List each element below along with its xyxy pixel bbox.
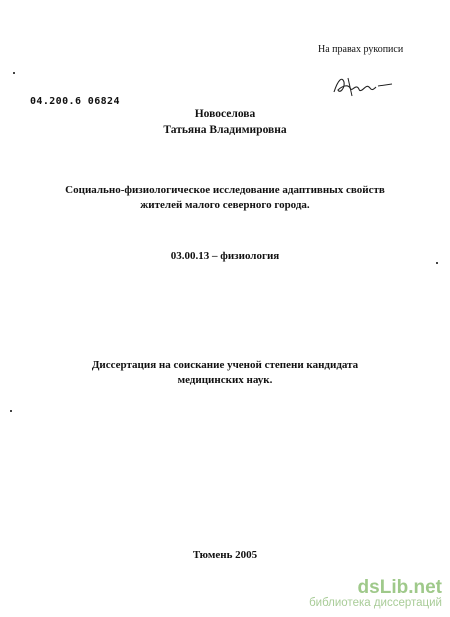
thesis-title-line-1: Социально-физиологическое исследование адаптивных свойств <box>65 184 385 196</box>
scan-speck <box>10 410 12 412</box>
scan-speck <box>13 72 15 74</box>
watermark-logo: dsLib.net <box>357 577 442 598</box>
archive-stamp: 04.200.6 06824 <box>30 96 120 107</box>
author-surname: Новоселова <box>194 108 256 120</box>
thesis-title-line-2: жителей малого северного города. <box>140 199 310 211</box>
watermark-tagline: библиотека диссертаций <box>309 597 442 609</box>
city-year: Тюмень 2005 <box>192 549 258 561</box>
manuscript-rights-note: На правах рукописи <box>318 44 404 55</box>
degree-statement-line-1: Диссертация на соискание ученой степени кандидата <box>91 359 359 371</box>
degree-statement-line-2: медицинских наук. <box>177 374 273 386</box>
scan-speck <box>436 262 438 264</box>
author-given-names: Татьяна Владимировна <box>163 124 287 136</box>
handwritten-signature <box>330 72 396 100</box>
specialty-code: 03.00.13 – физиология <box>170 250 280 262</box>
